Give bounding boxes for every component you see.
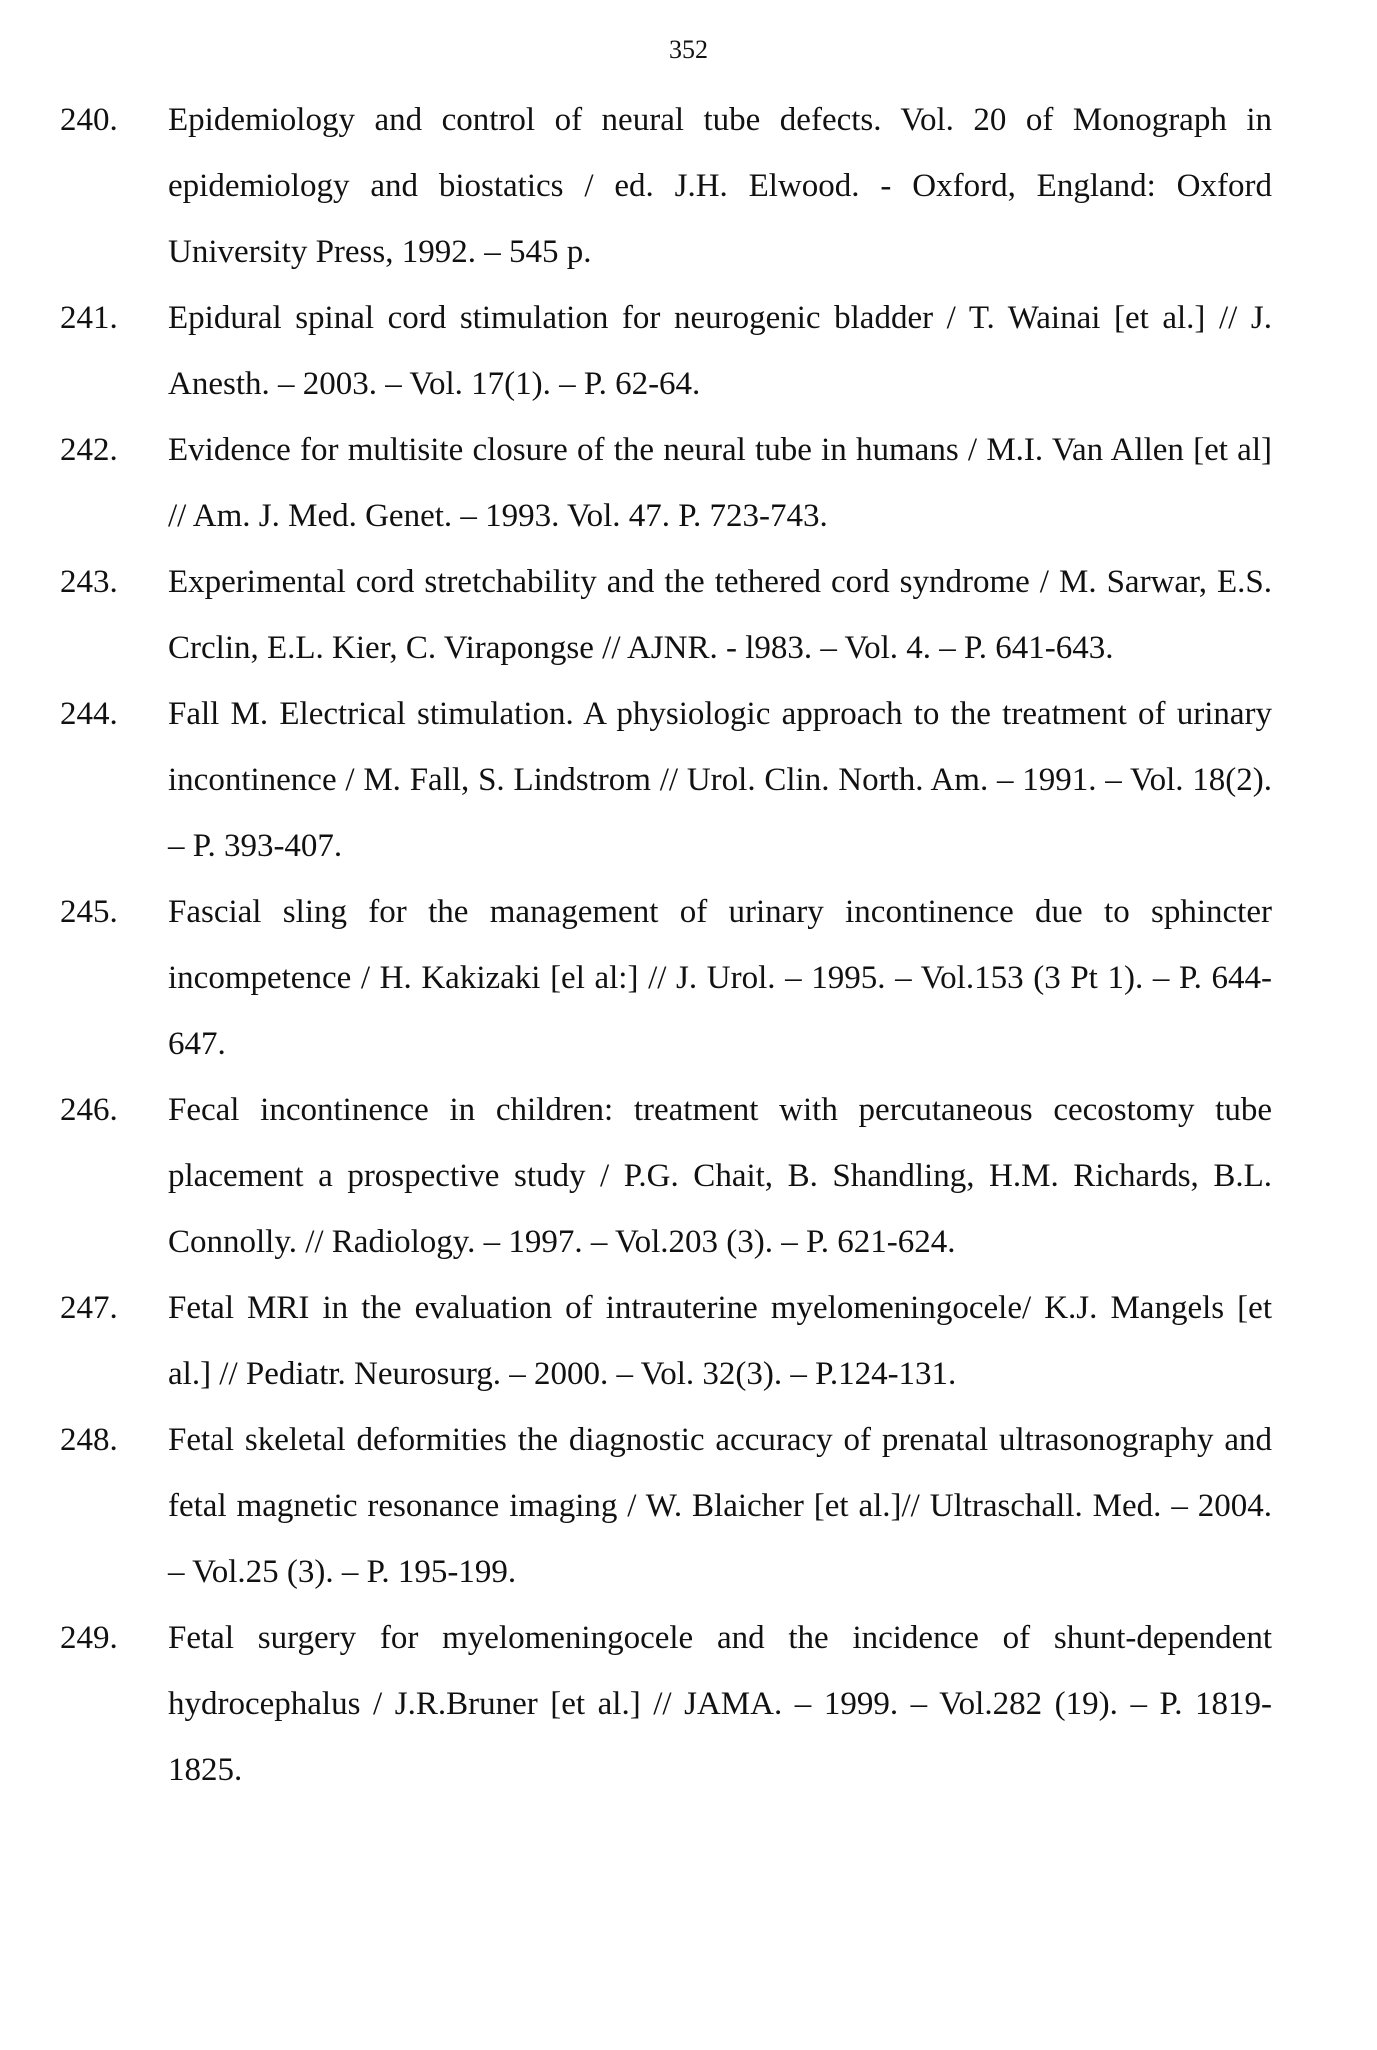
reference-number: 243. <box>60 564 118 600</box>
reference-245 <box>60 879 1272 1077</box>
reference-text: Fetal MRI in the evaluation of intrauterine myelomeningocele/ K.J. Mangels [et al.] // Pediatr. Neurosurg. – 2000. – Vol. 32(3). – P.124-131. <box>168 1290 1272 1392</box>
reference-number: 240. <box>60 102 118 138</box>
reference-247 <box>60 1275 1272 1407</box>
reference-number: 248. <box>60 1422 118 1458</box>
reference-246 <box>60 1077 1272 1275</box>
reference-text: Epidural spinal cord stimulation for neurogenic bladder / T. Wainai [et al.] // J. Anesth. – 2003. – Vol. 17(1). – P. 62-64. <box>168 300 1272 402</box>
reference-241 <box>60 285 1272 417</box>
reference-text: Experimental cord stretchability and the tethered cord syndrome / M. Sarwar, E.S. Crclin, E.L. Kier, C. Virapongse // AJNR. - l983. – Vol. 4. – P. 641-643. <box>168 564 1272 666</box>
reference-text: Fecal incontinence in children: treatment with percutaneous cecostomy tube placement a prospective study / P.G. Chait, B. Shandling, H.M. Richards, B.L. Connolly. // Radiology. – 1997. – Vol.203 (3). – P. 621-624. <box>168 1092 1272 1260</box>
reference-number: 241. <box>60 300 118 336</box>
reference-text: Fall M. Electrical stimulation. A physiologic approach to the treatment of urinary incontinence / M. Fall, S. Lindstrom // Urol. Clin. North. Am. – 1991. – Vol. 18(2). – P. 393-407. <box>168 696 1272 864</box>
reference-text: Fascial sling for the management of urinary incontinence due to sphincter incompetence / H. Kakizaki [el al:] // J. Urol. – 1995. – Vol.153 (3 Pt 1). – P. 644-647. <box>168 894 1272 1062</box>
reference-text: Fetal surgery for myelomeningocele and the incidence of shunt-dependent hydrocephalus / J.R.Bruner [et al.] // JAMA. – 1999. – Vol.282 (19). – P. 1819-1825. <box>168 1620 1272 1788</box>
reference-number: 244. <box>60 696 118 732</box>
reference-text: Epidemiology and control of neural tube defects. Vol. 20 of Monograph in epidemiology and biostatics / ed. J.H. Elwood. - Oxford, England: Oxford University Press, 1992. – 545 p. <box>168 102 1272 270</box>
reference-text: Evidence for multisite closure of the neural tube in humans / M.I. Van Allen [et al] // Am. J. Med. Genet. – 1993. Vol. 47. P. 723-743. <box>168 432 1272 534</box>
reference-240 <box>60 87 1272 285</box>
reference-number: 247. <box>60 1290 118 1326</box>
reference-number: 246. <box>60 1092 118 1128</box>
reference-242 <box>60 417 1272 549</box>
reference-249 <box>60 1605 1272 1803</box>
reference-244 <box>60 681 1272 879</box>
reference-list <box>60 87 1272 1803</box>
reference-text: Fetal skeletal deformities the diagnostic accuracy of prenatal ultrasonography and fetal magnetic resonance imaging / W. Blaicher [et al.]// Ultraschall. Med. – 2004. – Vol.25 (3). – P. 195-199. <box>168 1422 1272 1590</box>
reference-248 <box>60 1407 1272 1605</box>
reference-number: 245. <box>60 894 118 930</box>
reference-number: 249. <box>60 1620 118 1656</box>
reference-243 <box>60 549 1272 681</box>
page-number: 352 <box>669 35 708 64</box>
reference-number: 242. <box>60 432 118 468</box>
